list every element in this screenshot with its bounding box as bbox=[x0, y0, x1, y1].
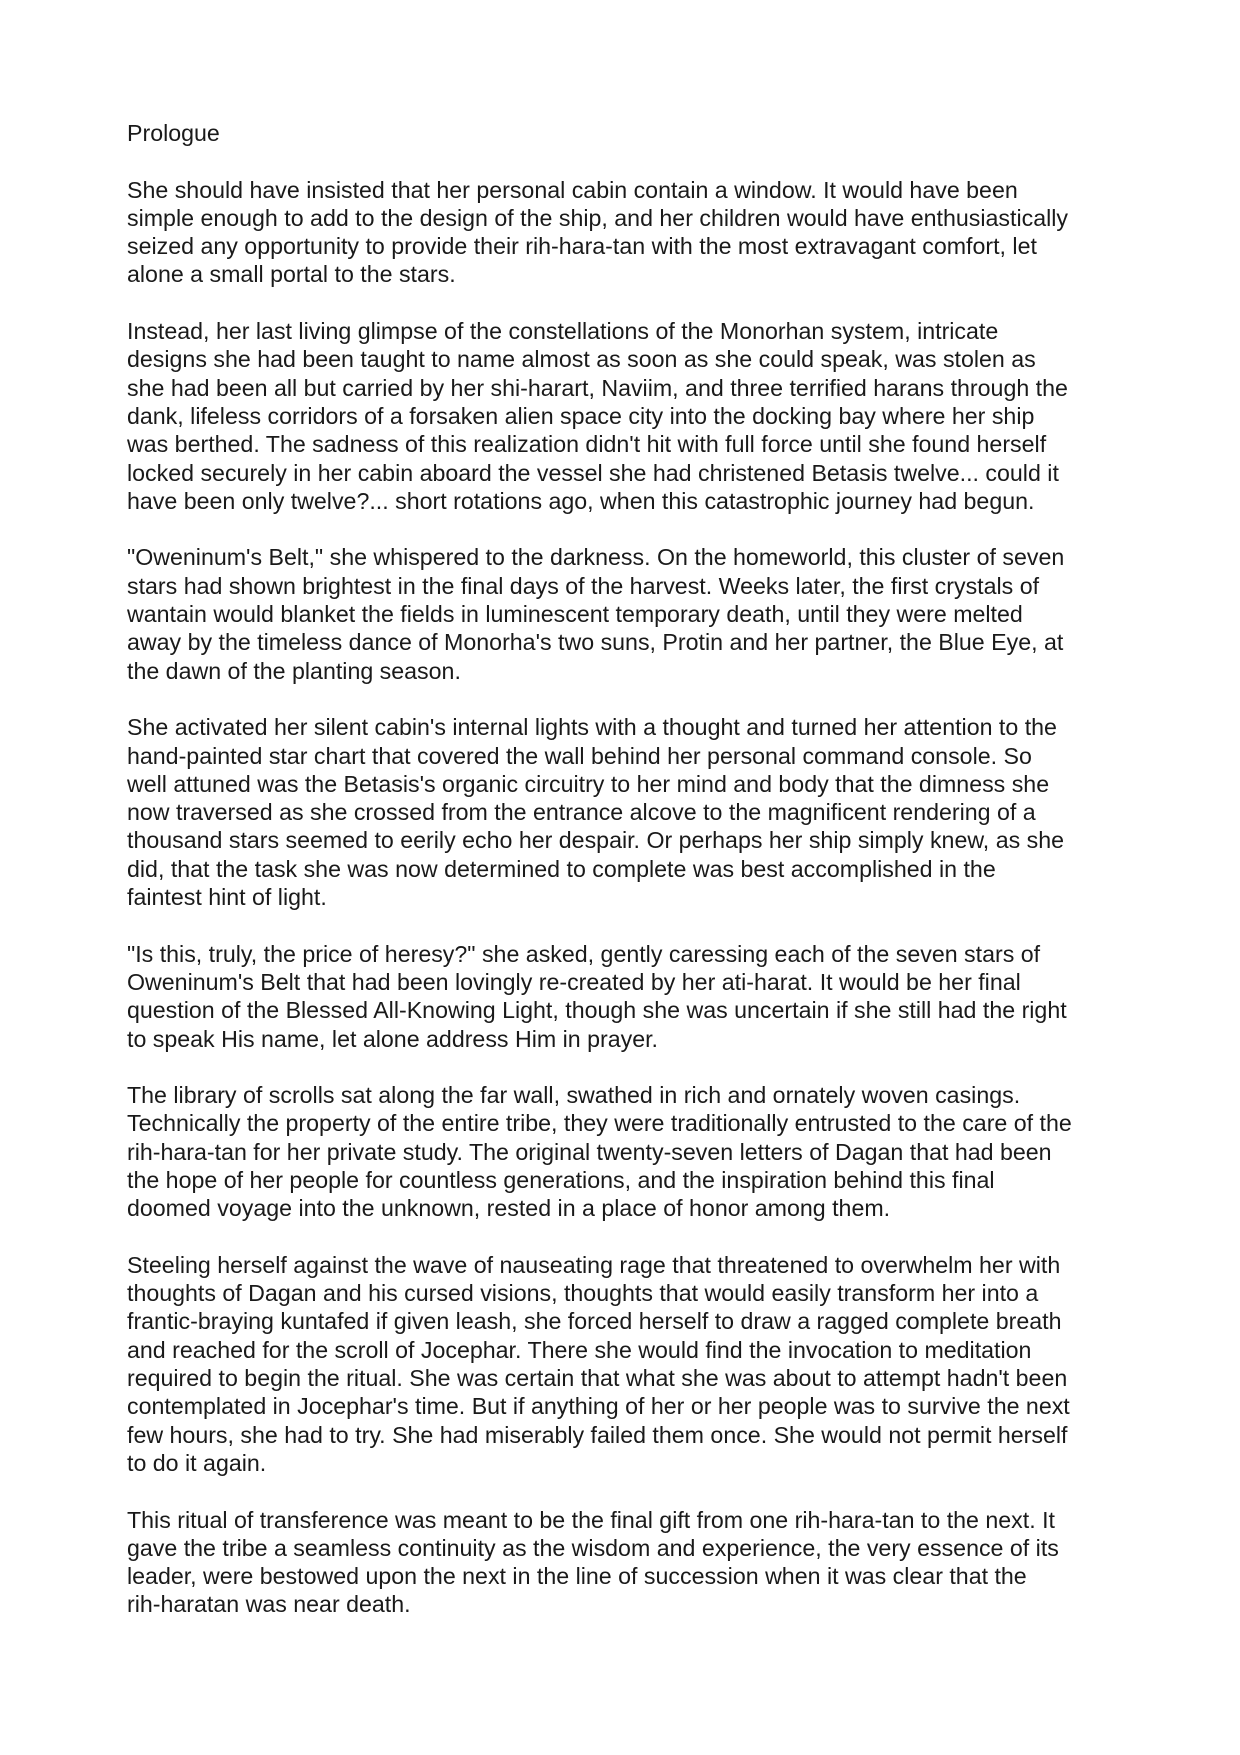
text-line: now traversed as she crossed from the entrance alcove to the magnificent rendering of a bbox=[127, 799, 1036, 826]
text-line: gave the tribe a seamless continuity as the wisdom and experience, the very essence of its bbox=[127, 1534, 1059, 1561]
text-line: to do it again. bbox=[127, 1449, 267, 1476]
text-line: rih-haratan was near death. bbox=[127, 1591, 411, 1618]
text-line: contemplated in Jocephar's time. But if anything of her or her people was to survive the next bbox=[127, 1393, 1070, 1420]
text-line: thousand stars seemed to eerily echo her despair. Or perhaps her ship simply knew, as she bbox=[127, 827, 1065, 854]
text-line: have been only twelve?... short rotations ago, when this catastrophic journey had begun. bbox=[127, 487, 1035, 514]
text-line: to speak His name, let alone address Him in prayer. bbox=[127, 1025, 658, 1052]
paragraph bbox=[127, 1506, 1122, 1619]
text-line: leader, were bestowed upon the next in the line of succession when it was clear that the bbox=[127, 1563, 1027, 1590]
text-line: away by the timeless dance of Monorha's two suns, Protin and her partner, the Blue Eye, at bbox=[127, 629, 1064, 656]
text-line: doomed voyage into the unknown, rested in a place of honor among them. bbox=[127, 1195, 891, 1222]
paragraph bbox=[127, 543, 1122, 684]
text-line: Technically the property of the entire tribe, they were traditionally entrusted to the care of the bbox=[127, 1110, 1072, 1137]
text-line: hand-painted star chart that covered the wall behind her personal command console. So bbox=[127, 742, 1032, 769]
text-line: She should have insisted that her personal cabin contain a window. It would have been bbox=[127, 176, 1018, 203]
document-body bbox=[127, 119, 1122, 1647]
text-line: few hours, she had to try. She had miserably failed them once. She would not permit herself bbox=[127, 1421, 1068, 1448]
text-line: Steeling herself against the wave of nauseating rage that threatened to overwhelm her with bbox=[127, 1251, 1061, 1278]
text-line: was berthed. The sadness of this realization didn't hit with full force until she found herself bbox=[127, 431, 1047, 458]
text-line: the dawn of the planting season. bbox=[127, 657, 461, 684]
text-line: well attuned was the Betasis's organic circuitry to her mind and body that the dimness she bbox=[127, 770, 1050, 797]
text-line: required to begin the ritual. She was certain that what she was about to attempt hadn't been bbox=[127, 1365, 1068, 1392]
text-line: locked securely in her cabin aboard the vessel she had christened Betasis twelve... could it bbox=[127, 459, 1059, 486]
text-line: stars had shown brightest in the final days of the harvest. Weeks later, the first crystals of bbox=[127, 572, 1040, 599]
paragraph bbox=[127, 1251, 1122, 1477]
paragraph-list bbox=[127, 176, 1122, 1619]
paragraph bbox=[127, 176, 1122, 289]
paragraph bbox=[127, 713, 1122, 911]
text-line: seized any opportunity to provide their rih-hara-tan with the most extravagant comfort, let bbox=[127, 233, 1037, 260]
text-line: This ritual of transference was meant to be the final gift from one rih-hara-tan to the next. It bbox=[127, 1506, 1055, 1533]
text-line: designs she had been taught to name almost as soon as she could speak, was stolen as bbox=[127, 346, 1036, 373]
text-line: frantic-braying kuntafed if given leash, she forced herself to draw a ragged complete breath bbox=[127, 1308, 1062, 1335]
chapter-title: Prologue bbox=[127, 120, 220, 146]
text-line: question of the Blessed All-Knowing Light, though she was uncertain if she still had the right bbox=[127, 997, 1067, 1024]
paragraph bbox=[127, 317, 1122, 515]
text-line: Instead, her last living glimpse of the constellations of the Monorhan system, intricate bbox=[127, 318, 999, 345]
text-line: "Is this, truly, the price of heresy?" she asked, gently caressing each of the seven stars of bbox=[127, 940, 1041, 967]
paragraph bbox=[127, 940, 1122, 1053]
text-line: alone a small portal to the stars. bbox=[127, 261, 456, 288]
text-line: the hope of her people for countless generations, and the inspiration behind this final bbox=[127, 1166, 995, 1193]
text-line: "Oweninum's Belt," she whispered to the darkness. On the homeworld, this cluster of seven bbox=[127, 544, 1065, 571]
text-line: The library of scrolls sat along the far wall, swathed in rich and ornately woven casings. bbox=[127, 1082, 1021, 1109]
text-line: she had been all but carried by her shi-harart, Naviim, and three terrified harans through the bbox=[127, 374, 1068, 401]
text-line: simple enough to add to the design of the ship, and her children would have enthusiastically bbox=[127, 204, 1068, 231]
text-line: She activated her silent cabin's internal lights with a thought and turned her attention to the bbox=[127, 714, 1057, 741]
text-line: dank, lifeless corridors of a forsaken alien space city into the docking bay where her ship bbox=[127, 402, 1035, 429]
text-line: did, that the task she was now determined to complete was best accomplished in the bbox=[127, 855, 996, 882]
text-line: faintest hint of light. bbox=[127, 884, 327, 911]
text-line: Oweninum's Belt that had been lovingly re-created by her ati-harat. It would be her final bbox=[127, 968, 1021, 995]
text-line: and reached for the scroll of Jocephar. There she would find the invocation to meditation bbox=[127, 1336, 1032, 1363]
text-line: rih-hara-tan for her private study. The original twenty-seven letters of Dagan that had been bbox=[127, 1138, 1052, 1165]
text-line: wantain would blanket the fields in luminescent temporary death, until they were melted bbox=[127, 601, 1023, 628]
text-line: thoughts of Dagan and his cursed visions, thoughts that would easily transform her into a bbox=[127, 1280, 1039, 1307]
paragraph bbox=[127, 1081, 1122, 1222]
